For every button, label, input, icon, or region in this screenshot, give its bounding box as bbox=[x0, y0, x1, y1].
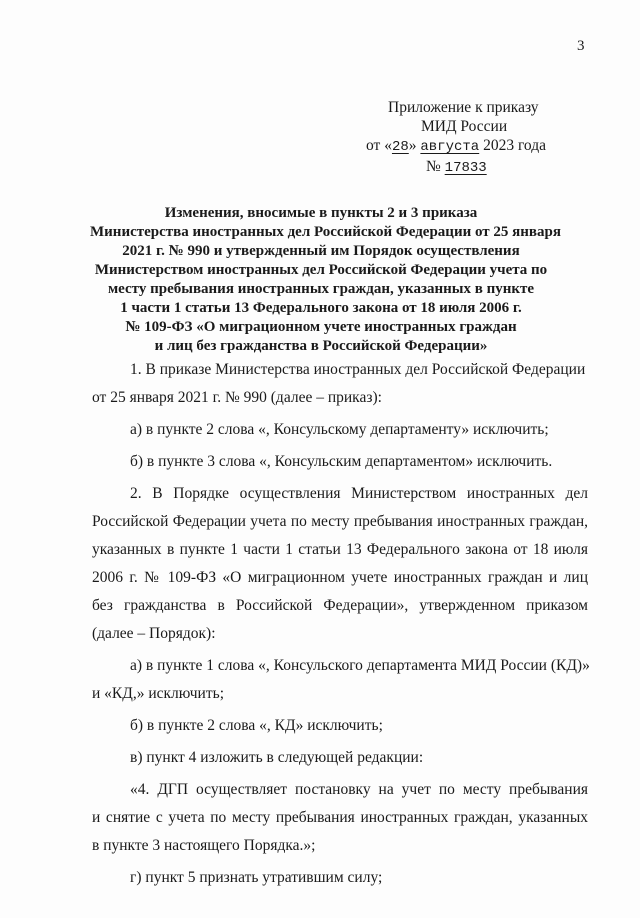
appendix-number bbox=[366, 157, 576, 178]
appendix-date bbox=[366, 136, 576, 157]
text-line: без гражданства в Российской Федерации», утвержденном приказом bbox=[92, 597, 588, 614]
section-1-line-1: 1. В приказе Министерства иностранных дел Российской Федерации bbox=[130, 361, 586, 378]
section-2-line-5 bbox=[92, 592, 588, 620]
page-number: 3 bbox=[577, 38, 585, 54]
date-mid: » bbox=[408, 137, 421, 154]
text-line: и снятие с учета по месту пребывания иностранных граждан, указанных bbox=[92, 809, 588, 826]
section-2-line-6: (далее – Порядок): bbox=[92, 625, 216, 642]
title-line: Изменения, вносимые в пункты 2 и 3 приказа bbox=[164, 205, 478, 221]
appendix-line-2: МИД России bbox=[421, 118, 508, 135]
section-2-item-b: б) в пункте 2 слова «, КД» исключить; bbox=[130, 717, 383, 734]
document-title bbox=[90, 204, 561, 356]
text-line: Российской Федерации учета по месту пребывания иностранных граждан, bbox=[92, 513, 588, 530]
date-day: 28 bbox=[391, 139, 409, 155]
section-1 bbox=[92, 356, 588, 476]
title-line: 2021 г. № 990 и утвержденный им Порядок осуществления bbox=[122, 243, 520, 259]
section-2-line-4 bbox=[92, 564, 588, 592]
section-1-line-2: от 25 января 2021 г. № 990 (далее – приказ): bbox=[92, 389, 382, 406]
date-month: августа bbox=[420, 139, 480, 155]
text-line: 2. В Порядке осуществления Министерством иностранных дел bbox=[130, 485, 588, 502]
text-line: указанных в пункте 1 части 1 статьи 13 Федерального закона от 18 июля bbox=[92, 541, 588, 558]
section-2-quote-line-3: в пункте 3 настоящего Порядка.»; bbox=[92, 837, 316, 854]
section-2-item-g: г) пункт 5 признать утратившим силу; bbox=[130, 869, 383, 886]
order-number: 17833 bbox=[444, 160, 487, 176]
title-line: Министерства иностранных дел Российской Федерации от 25 января bbox=[90, 224, 561, 240]
section-2-item-a-line-2: и «КД,» исключить; bbox=[92, 685, 224, 702]
section-2 bbox=[92, 480, 588, 892]
text-line: а) в пункте 1 слова «, Консульского департамента МИД России (КД)» bbox=[130, 657, 590, 674]
section-2-quote-line-2 bbox=[92, 804, 588, 832]
text-line: 2006 г. № 109-ФЗ «О миграционном учете иностранных граждан и лиц bbox=[92, 569, 588, 586]
title-line: и лиц без гражданства в Российской Федерации» bbox=[154, 338, 488, 354]
appendix-line-1: Приложение к приказу bbox=[388, 99, 539, 116]
section-2-line-1 bbox=[92, 480, 588, 508]
number-prefix: № bbox=[426, 158, 445, 175]
section-2-item-c: в) пункт 4 изложить в следующей редакции: bbox=[130, 749, 424, 766]
title-line: месту пребывания иностранных граждан, указанных в пункте bbox=[107, 281, 535, 297]
section-1-item-b: б) в пункте 3 слова «, Консульским департаментом» исключить. bbox=[130, 453, 553, 470]
date-suffix: 2023 года bbox=[479, 137, 546, 154]
section-2-line-3 bbox=[92, 536, 588, 564]
section-2-line-2 bbox=[92, 508, 588, 536]
date-prefix: от « bbox=[366, 137, 392, 154]
title-line: 1 части 1 статьи 13 Федерального закона от 18 июля 2006 г. bbox=[120, 300, 522, 316]
text-line: «4. ДГП осуществляет постановку на учет по месту пребывания bbox=[130, 781, 588, 798]
section-2-quote-line-1 bbox=[92, 776, 588, 804]
appendix-header bbox=[366, 98, 576, 178]
title-line: № 109-ФЗ «О миграционном учете иностранных граждан bbox=[125, 319, 517, 335]
section-1-item-a: а) в пункте 2 слова «, Консульскому департаменту» исключить; bbox=[130, 421, 549, 438]
section-2-item-a-line-1 bbox=[92, 652, 588, 680]
title-line: Министерством иностранных дел Российской Федерации учета по bbox=[94, 262, 548, 278]
